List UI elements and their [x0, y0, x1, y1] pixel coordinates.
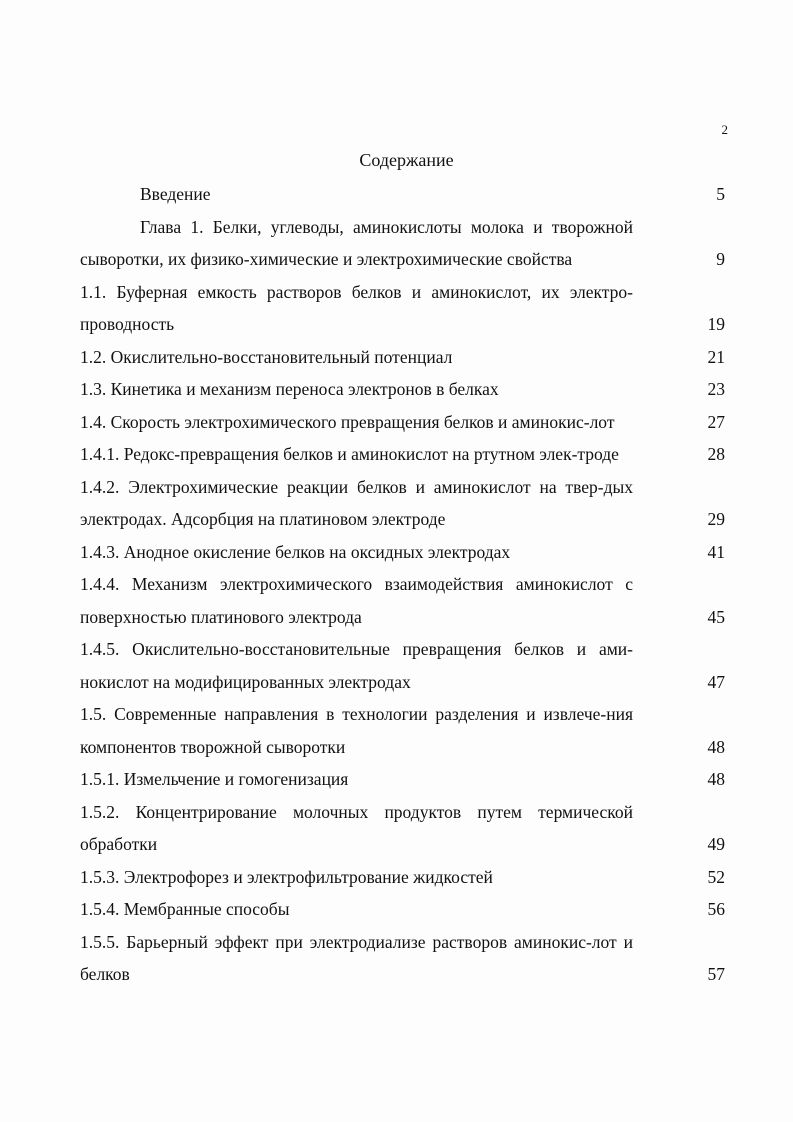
- page-title: Содержание: [359, 150, 454, 170]
- toc-entry: [80, 536, 725, 569]
- toc-entry: [80, 178, 725, 211]
- toc-entry-text: 1.4.4. Механизм электрохимического взаимодействия аминокислот с поверхностью платинового электрода: [80, 574, 633, 627]
- toc-entry-text: Глава 1. Белки, углеводы, аминокислоты молока и творожной сыворотки, их физико-химические и электрохимические свойства: [80, 216, 633, 269]
- toc-entry-text: 1.5.5. Барьерный эффект при электродиализе растворов аминокис-лот и белков: [80, 931, 633, 984]
- toc-entry: [80, 861, 725, 894]
- toc-entry-text: 1.5.3. Электрофорез и электрофильтрование жидкостей: [80, 866, 493, 887]
- toc-entry-text: 1.4.5. Окислительно-восстановительные превращения белков и ами-нокислот на модифицированных электродах: [80, 639, 633, 692]
- toc-entry: [80, 926, 725, 991]
- toc-entry-text: Введение: [140, 184, 211, 204]
- toc-entry: [80, 211, 725, 276]
- toc-entry-page: 9: [716, 249, 725, 269]
- toc-entry-page: 41: [707, 541, 725, 562]
- toc-entry-page: 49: [707, 834, 725, 854]
- table-of-contents: [80, 178, 725, 991]
- toc-entry-text: 1.5. Современные направления в технологии разделения и извлече-ния компонентов творожной сыворотки: [80, 704, 633, 757]
- toc-entry-page: 5: [716, 184, 725, 204]
- toc-entry: [80, 698, 725, 763]
- toc-entry: [80, 373, 725, 406]
- toc-entry-page: 27: [707, 411, 725, 432]
- toc-entry-page: 48: [707, 736, 725, 757]
- toc-entry-page: 48: [707, 769, 725, 789]
- page-number: 2: [721, 122, 728, 137]
- toc-entry: [80, 763, 725, 796]
- toc-entry-page: 28: [707, 444, 725, 464]
- toc-entry-page: 57: [707, 964, 725, 984]
- toc-entry-text: 1.4.2. Электрохимические реакции белков и аминокислот на твер-дых электродах. Адсорбция на платиновом электроде: [80, 476, 633, 529]
- toc-entry-page: 47: [707, 671, 725, 692]
- toc-entry: [80, 341, 725, 374]
- toc-entry-text: 1.5.4. Мембранные способы: [80, 899, 290, 919]
- toc-entry-text: 1.4. Скорость электрохимического превращения белков и аминокис-лот: [80, 411, 615, 432]
- toc-entry-text: 1.2. Окислительно-восстановительный потенциал: [80, 346, 453, 367]
- toc-entry: [80, 796, 725, 861]
- toc-entry-text: 1.4.1. Редокс-превращения белков и аминокислот на ртутном элек-троде: [80, 444, 619, 464]
- toc-entry-page: 23: [707, 379, 725, 399]
- toc-entry-page: 21: [707, 346, 725, 367]
- toc-entry: [80, 471, 725, 536]
- toc-entry-page: 45: [707, 606, 725, 627]
- toc-entry: [80, 406, 725, 439]
- toc-entry: [80, 893, 725, 926]
- toc-entry: [80, 568, 725, 633]
- toc-entry: [80, 633, 725, 698]
- toc-entry-text: 1.3. Кинетика и механизм переноса электронов в белках: [80, 379, 499, 399]
- toc-entry-text: 1.5.2. Концентрирование молочных продуктов путем термической обработки: [80, 801, 633, 854]
- toc-entry-page: 19: [707, 314, 725, 334]
- toc-entry: [80, 438, 725, 471]
- toc-entry-page: 29: [707, 509, 725, 529]
- toc-entry-page: 52: [707, 866, 725, 887]
- toc-entry-text: 1.5.1. Измельчение и гомогенизация: [80, 769, 349, 789]
- toc-entry-text: 1.1. Буферная емкость растворов белков и аминокислот, их электро-проводность: [80, 281, 633, 334]
- toc-entry: [80, 276, 725, 341]
- toc-entry-page: 56: [707, 899, 725, 919]
- toc-entry-text: 1.4.3. Анодное окисление белков на оксидных электродах: [80, 541, 511, 562]
